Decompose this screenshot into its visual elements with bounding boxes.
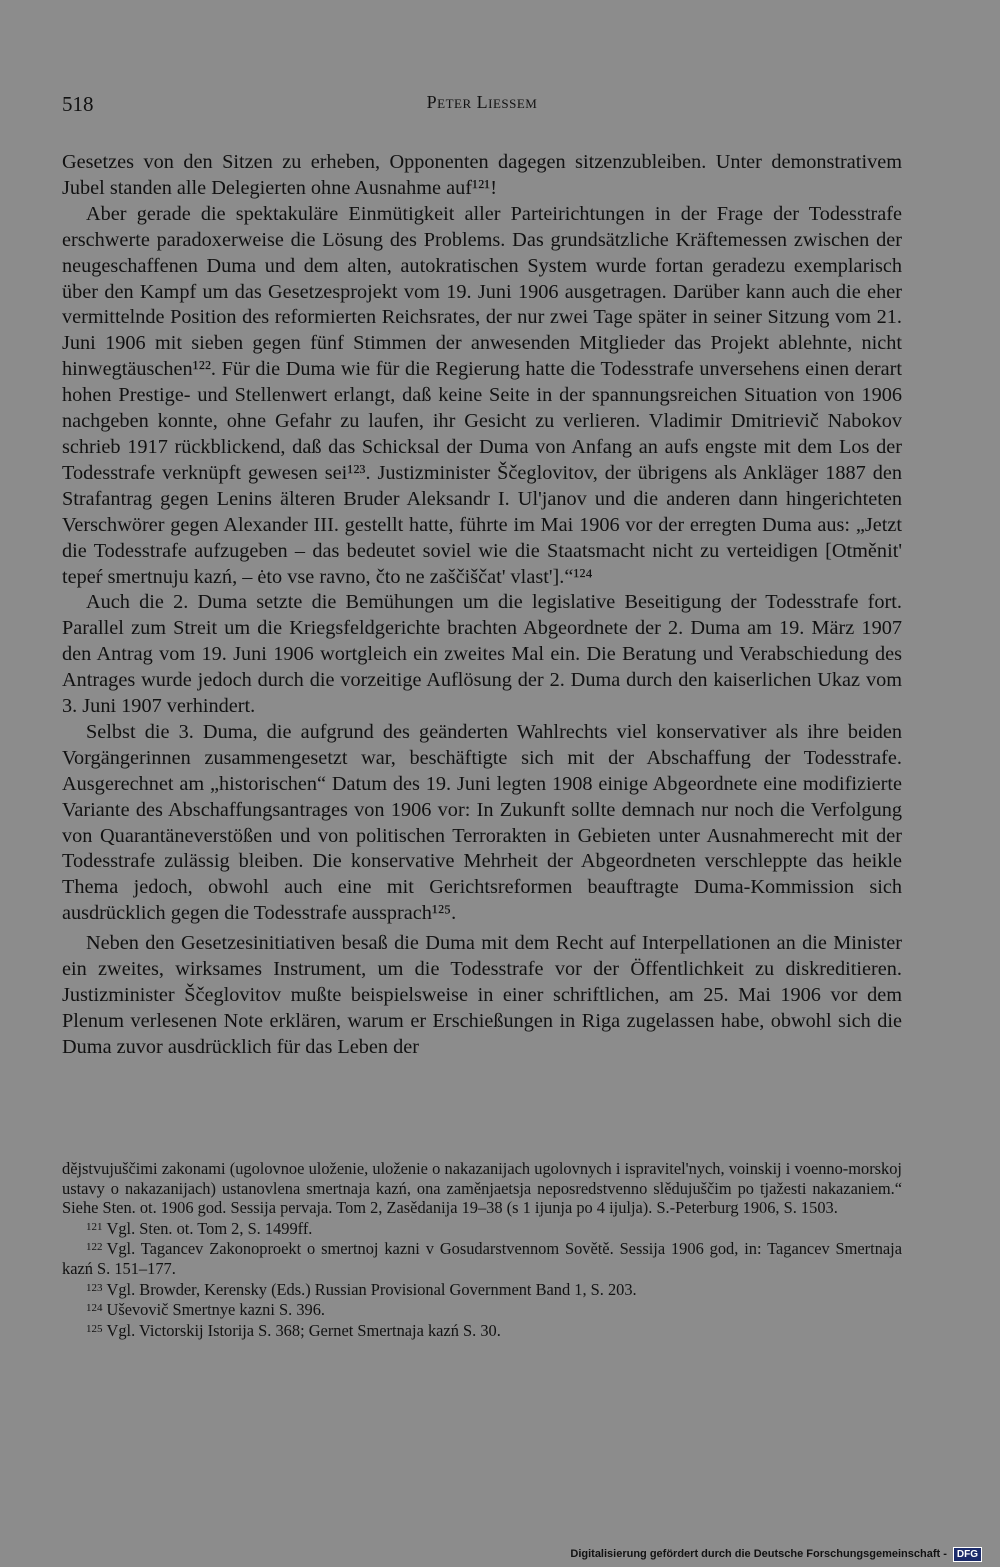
paragraph: Neben den Gesetzesinitiativen besaß die Duma mit dem Recht auf Interpellationen an die Minister ein zweites, wirksames Instrument, um die Todesstrafe vor der Öffentlichkeit zu diskreditieren. Justizminister Ščeglovitov mußte beispielsweise in einer schriftlichen, am 25. Mai 1906 vor dem Plenum verlesenen Note erklären, warum er Erschießungen in Riga zugelassen habe, obwohl sich die Duma zuvor ausdrücklich für das Leben der — [62, 932, 902, 1058]
footnote — [62, 1218, 902, 1239]
paragraph: Auch die 2. Duma setzte die Bemühungen um die legislative Beseitigung der Todesstrafe fort. Parallel zum Streit um die Kriegsfeldgerichte brachten Abgeordnete der 2. Duma am 19. März 1907 den Antrag vom 19. Juni 1906 wortgleich ein zweites Mal ein. Die Beratung und Verabschiedung des Antrages wurde jedoch durch die vorzeitige Auflösung der 2. Duma durch den kaiserlichen Ukaz vom 3. Juni 1907 verhindert. — [62, 591, 902, 718]
page-number: 518 — [62, 92, 94, 116]
digitization-credit — [570, 1545, 982, 1563]
dfg-logo: DFG — [953, 1547, 982, 1562]
footnote — [62, 1299, 902, 1320]
footnote-text: Vgl. Sten. ot. Tom 2, S. 1499ff. — [106, 1218, 313, 1238]
footnote — [62, 1320, 902, 1341]
footnote-number: 121 — [86, 1220, 103, 1233]
paragraph: Gesetzes von den Sitzen zu erheben, Opponenten dagegen sitzenzubleiben. Unter demonstrativem Jubel standen alle Delegierten ohne Ausnahme auf¹²¹! — [62, 151, 902, 199]
credit-text: Digitalisierung gefördert durch die Deutsche Forschungsgemeinschaft - — [570, 1548, 947, 1560]
footnote-text: Uševovič Smertnye kazni S. 396. — [106, 1300, 326, 1320]
footnote-continuation: dějstvujuščimi zakonami (ugolovnoe uloženie, uloženie o nakazanijach ugolovnych i ispravitel'nych, voinskij i voenno-morskoj ustavy o nakazanijach) ustanovlena smertnaja kazń, ona zaměnjaetsja neposredstvenno slědujuščim po tjažesti nakazaniem.“ Siehe Sten. ot. 1906 god. Sessija pervaja. Tom 2, Zasědanija 19–38 (s 1 ijunja po 4 ijulja). S.-Peterburg 1906, S. 1503. — [62, 1159, 902, 1218]
running-title: Peter Liessem — [426, 92, 538, 112]
footnotes — [62, 1159, 902, 1340]
footnote-number: 124 — [86, 1302, 103, 1315]
footnote-text: Vgl. Tagancev Zakonoproekt o smertnoj kazni v Gosudarstvennom Sovětě. Sessija 1906 god, in: Tagancev Smertnaja kazń S. 151–177. — [62, 1239, 902, 1278]
body-text — [62, 150, 902, 1061]
page-header — [62, 92, 902, 122]
footnote-text: Vgl. Victorskij Istorija S. 368; Gernet Smertnaja kazń S. 30. — [106, 1320, 501, 1340]
paragraph: Selbst die 3. Duma, die aufgrund des geänderten Wahlrechts viel konservativer als ihre beiden Vorgängerinnen zusammengesetzt war, beschäftigte sich mit der Abschaffung der Todesstrafe. Ausgerechnet am „historischen“ Datum des 19. Juni legten 1908 einige Abgeordnete eine modifizierte Variante des Abschaffungsantrages von 1906 vor: In Zukunft sollte demnach nur noch die Verfolgung von Quarantäneverstößen und von politischen Terrorakten in Gebieten unter Ausnahmerecht mit der Todesstrafe zulässig bleiben. Die konservative Mehrheit der Abgeordneten verschleppte das heikle Thema jedoch, obwohl auch eine mit Gerichtsreformen beauftragte Duma-Kommission sich ausdrücklich gegen die Todesstrafe aussprach¹²⁵. — [62, 720, 902, 925]
footnote-number: 123 — [86, 1281, 103, 1294]
footnote-number: 125 — [86, 1322, 103, 1335]
footnote — [62, 1279, 902, 1300]
footnote-number: 122 — [86, 1241, 103, 1254]
footnote-text: Vgl. Browder, Kerensky (Eds.) Russian Provisional Government Band 1, S. 203. — [106, 1279, 637, 1299]
paragraph: Aber gerade die spektakuläre Einmütigkeit aller Parteirichtungen in der Frage der Todesstrafe erschwerte paradoxerweise die Lösung des Problems. Das grundsätzliche Kräftemessen zwischen der neugeschaffenen Duma und dem alten, autokratischen System wurde fortan geradezu exemplarisch über den Kampf um das Gesetzesprojekt vom 19. Juni 1906 ausgetragen. Darüber kann auch die eher vermittelnde Position des reformierten Reichsrates, der nur zwei Tage später in seiner Sitzung vom 21. Juni 1906 mit sieben gegen fünf Stimmen der anwesenden Mitglieder das Projekt ablehnte, nicht hinwegtäuschen¹²². Für die Duma wie für die Regierung hatte die Todesstrafe unversehens einen derart hohen Prestige- und Stellenwert erlangt, daß keine Seite in der spannungsreichen Situation von 1906 nachgeben konnte, ohne Gefahr zu laufen, ihr Gesicht zu verlieren. Vladimir Dmitrievič Nabokov schrieb 1917 rückblickend, daß das Schicksal der Duma von Anfang an aufs engste mit dem Los der Todesstrafe verknüpft gewesen sei¹²³. Justizminister Ščeglovitov, der übrigens als Ankläger 1887 den Strafantrag gegen Lenins älteren Bruder Aleksandr I. Ul'janov und die anderen dann hingerichteten Verschwörer gegen Alexander III. gestellt hatte, führte im Mai 1906 vor der erregten Duma aus: „Jetzt die Todesstrafe aufzugeben – das bedeutet soviel wie die Staatsmacht nicht zu verteidigen [Otměnit' tepeŕ smertnuju kazń, – ėto vse ravno, čto ne zaščiščat' vlast'].“¹²⁴ — [62, 202, 902, 588]
footnote — [62, 1238, 902, 1278]
